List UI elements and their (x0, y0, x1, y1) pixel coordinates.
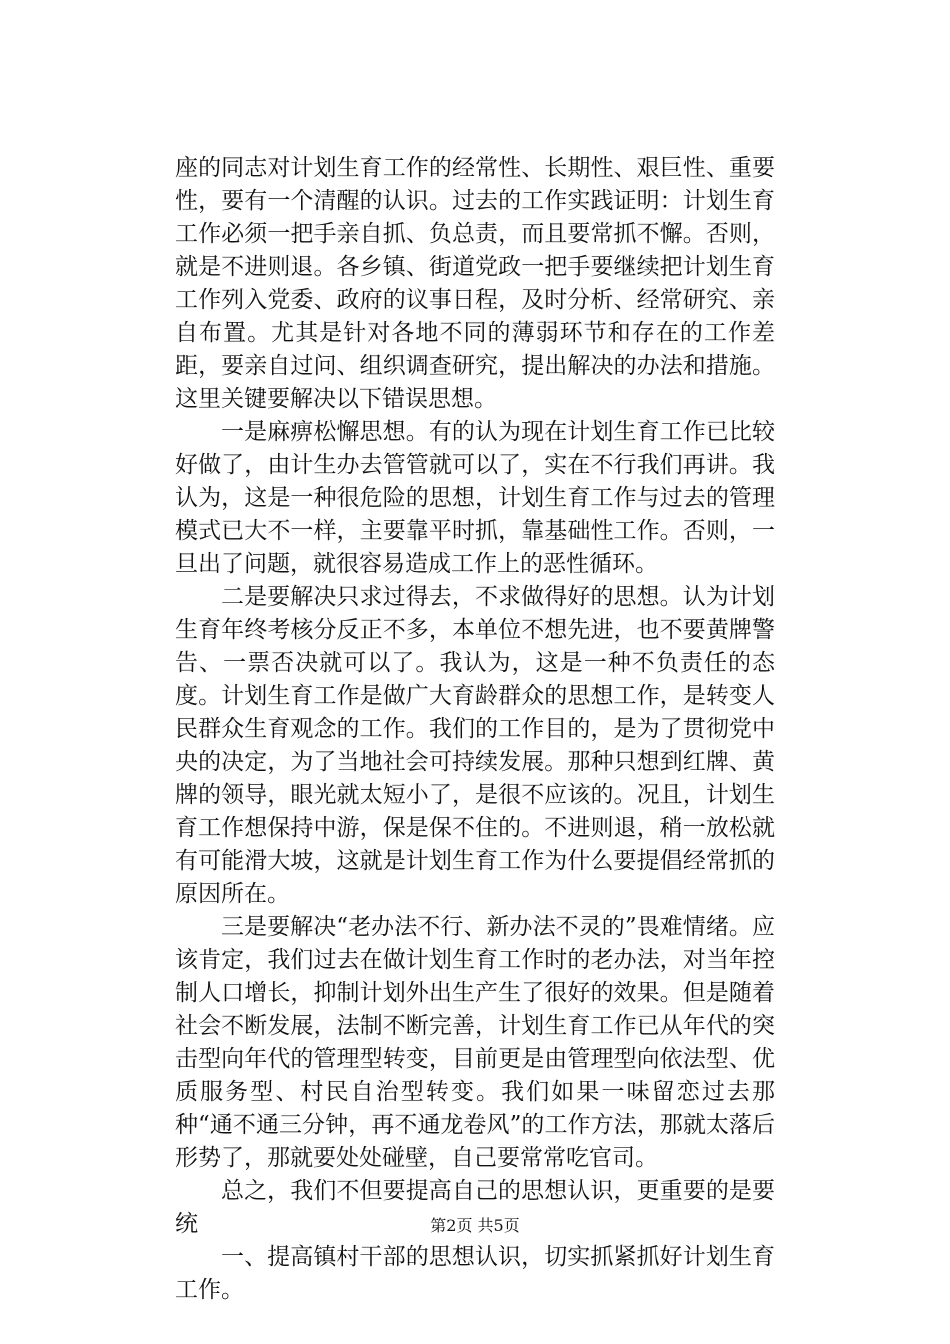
paragraph-point-three: 三是要解决“老办法不行、新办法不灵的”畏难情绪。应该肯定，我们过去在做计划生育工作时的老办法，对当年控制人口增长，抑制计划外出生产生了很好的效果。但是随着社会不断发展，法制不断完善，计划生育工作已从年代的突击型向年代的管理型转变，目前更是由管理型向依法型、优质服务型、村民自治型转变。我们如果一味留恋过去那种“通不通三分钟，再不通龙卷风”的工作方法，那就太落后形势了，那就要处处碰壁，自己要常常吃官司。 (175, 914, 775, 1171)
document-body (175, 152, 775, 1307)
paragraph-section-heading: 一、提高镇村干部的思想认识，切实抓紧抓好计划生育工作。 (175, 1244, 775, 1303)
paragraph-continuation: 座的同志对计划生育工作的经常性、长期性、艰巨性、重要性，要有一个清醒的认识。过去的工作实践证明：计划生育工作必须一把手亲自抓、负总责，而且要常抓不懈。否则，就是不进则退。各乡镇、街道党政一把手要继续把计划生育工作列入党委、政府的议事日程，及时分析、经常研究、亲自布置。尤其是针对各地不同的薄弱环节和存在的工作差距，要亲自过问、组织调查研究，提出解决的办法和措施。这里关键要解决以下错误思想。 (175, 155, 775, 412)
paragraph-point-one: 一是麻痹松懈思想。有的认为现在计划生育工作已比较好做了，由计生办去管管就可以了，实在不行我们再讲。我认为，这是一种很危险的思想，计划生育工作与过去的管理模式已大不一样，主要靠平时抓，靠基础性工作。否则，一旦出了问题，就很容易造成工作上的恶性循环。 (175, 419, 775, 577)
paragraph-summary: 总之，我们不但要提高自己的思想认识，更重要的是要统 (175, 1178, 775, 1237)
paragraph-point-two: 二是要解决只求过得去，不求做得好的思想。认为计划生育年终考核分反正不多，本单位不想先进，也不要黄牌警告、一票否决就可以了。我认为，这是一种不负责任的态度。计划生育工作是做广大育龄群众的思想工作，是转变人民群众生育观念的工作。我们的工作目的，是为了贯彻党中央的决定，为了当地社会可持续发展。那种只想到红牌、黄牌的领导，眼光就太短小了，是很不应该的。况且，计划生育工作想保持中游，保是保不住的。不进则退，稍一放松就有可能滑大坡，这就是计划生育工作为什么要提倡经常抓的原因所在。 (175, 584, 775, 907)
page-number-footer: 第2页 共5页 (430, 1216, 520, 1235)
